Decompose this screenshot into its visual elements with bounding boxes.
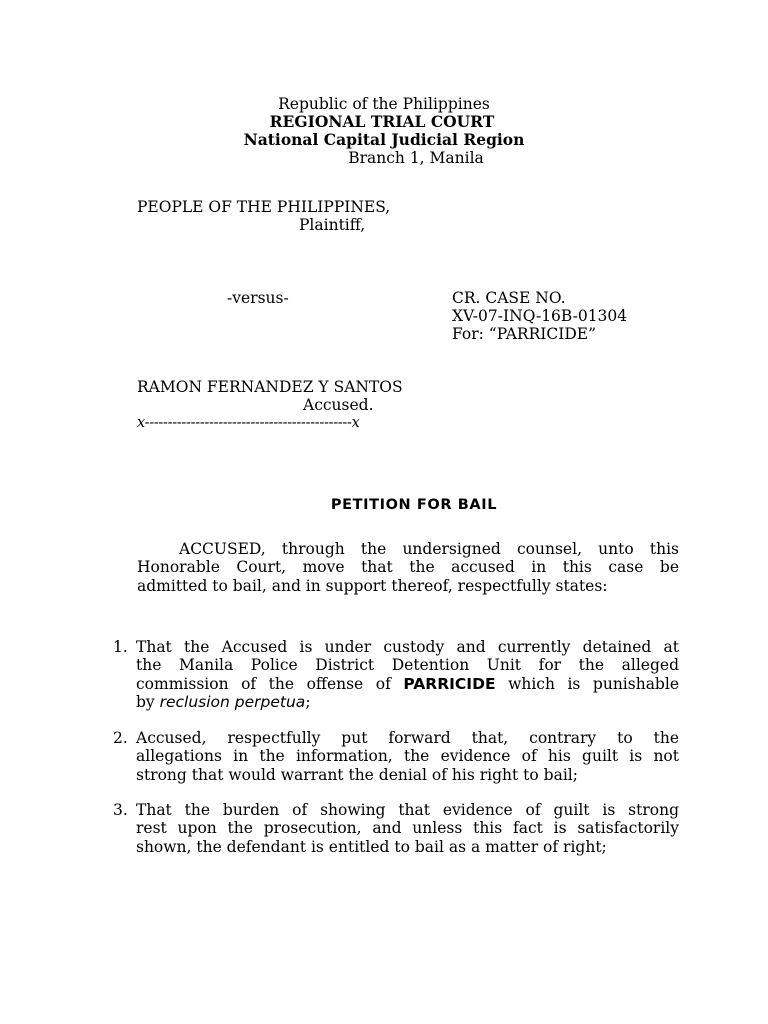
item-number: 3. <box>113 801 128 819</box>
item-text: commission of the offense of <box>136 674 404 693</box>
offense-name: PARRICIDE <box>403 674 496 693</box>
item-text: by <box>136 693 160 712</box>
numbered-item <box>136 638 679 712</box>
document-title: PETITION FOR BAIL <box>330 497 498 513</box>
plaintiff-name: PEOPLE OF THE PHILIPPINES, <box>137 198 391 216</box>
court-heading: REGIONAL TRIAL COURT <box>269 112 495 131</box>
item-line <box>136 693 679 711</box>
plaintiff-role: Plaintiff, <box>299 216 366 234</box>
intro-paragraph <box>137 540 679 595</box>
penalty-term: reclusion perpetua <box>159 693 306 712</box>
case-offense: For: “PARRICIDE” <box>452 325 597 343</box>
numbered-item <box>136 801 679 856</box>
item-line: rest upon the prosecution, and unless this fact is satisfactorily <box>136 819 679 838</box>
item-line: That the Accused is under custody and currently detained at <box>136 638 679 656</box>
item-line: strong that would warrant the denial of his right to bail; <box>136 765 578 784</box>
item-text: ; <box>305 693 311 712</box>
accused-name: RAMON FERNANDEZ Y SANTOS <box>137 378 403 396</box>
republic-heading: Republic of the Philippines <box>278 95 490 113</box>
intro-line: ACCUSED, through the undersigned counsel, unto this <box>179 540 679 558</box>
branch-heading: Branch 1, Manila <box>348 149 484 167</box>
case-label: CR. CASE NO. <box>452 289 566 307</box>
region-heading: National Capital Judicial Region <box>243 130 525 149</box>
intro-line: admitted to bail, and in support thereof, respectfully states: <box>137 576 608 595</box>
versus-label: -versus- <box>227 289 289 307</box>
item-line: the Manila Police District Detention Unit for the alleged <box>136 656 679 675</box>
item-text: which is punishable <box>495 674 679 693</box>
numbered-item <box>136 729 679 784</box>
item-line: shown, the defendant is entitled to bail as a matter of right; <box>136 837 607 856</box>
caption-separator: x---------------------------------------------x <box>137 415 360 431</box>
case-number: XV-07-INQ-16B-01304 <box>452 307 628 325</box>
item-line <box>136 675 679 693</box>
item-number: 2. <box>113 729 128 747</box>
intro-line: Honorable Court, move that the accused in this case be <box>137 558 679 577</box>
item-line: allegations in the information, the evidence of his guilt is not <box>136 747 679 766</box>
accused-role: Accused. <box>303 396 374 414</box>
item-line: That the burden of showing that evidence of guilt is strong <box>136 801 679 819</box>
item-number: 1. <box>113 638 128 656</box>
item-line: Accused, respectfully put forward that, contrary to the <box>136 729 679 747</box>
